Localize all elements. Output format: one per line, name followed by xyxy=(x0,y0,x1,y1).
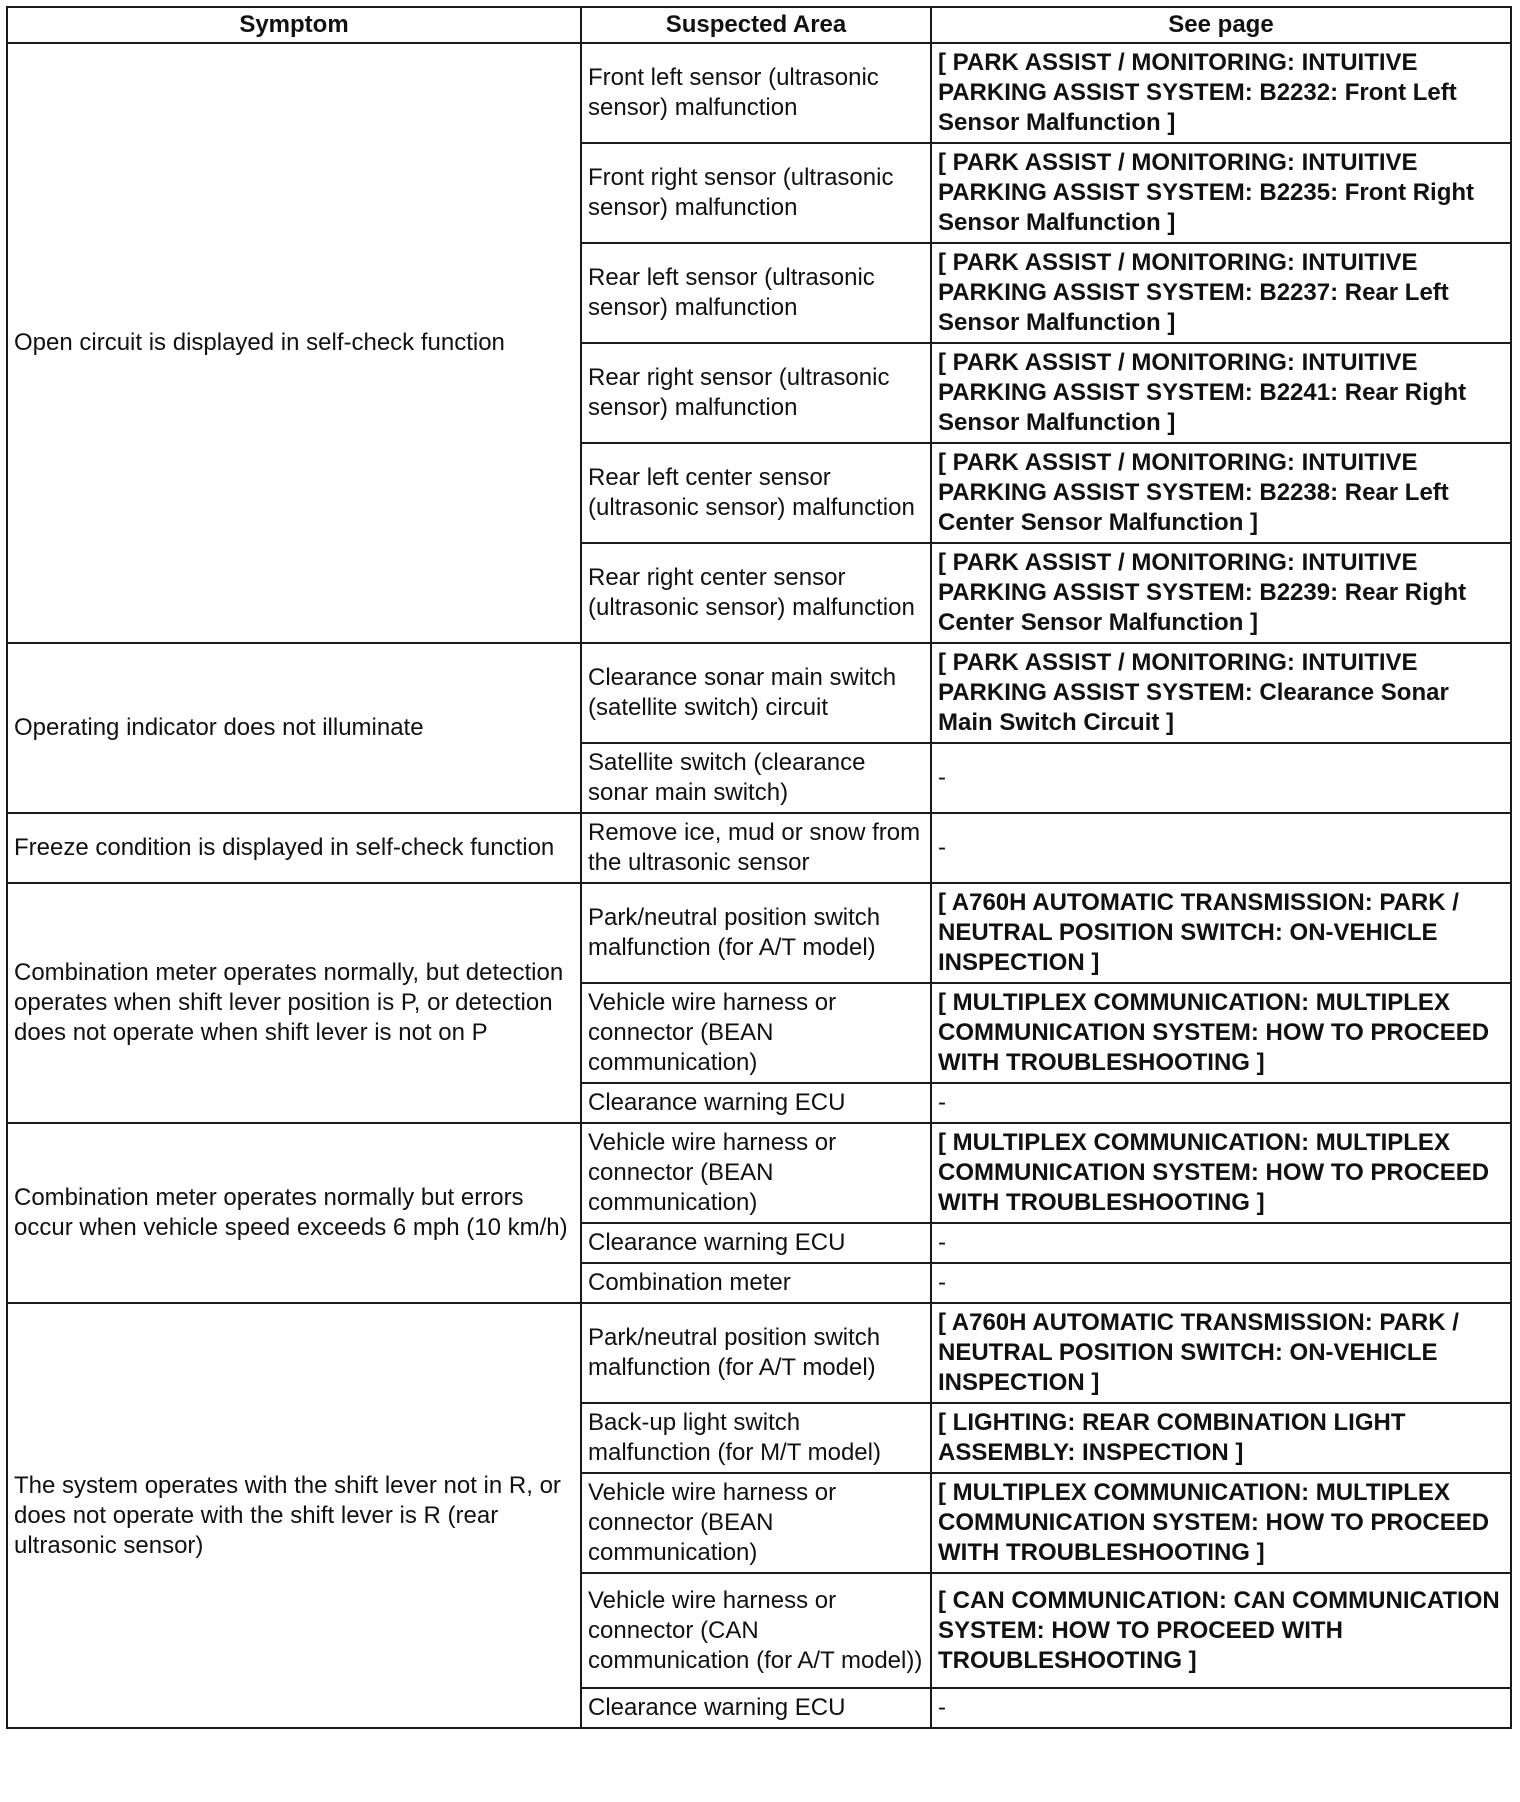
table-body xyxy=(7,43,1511,1728)
see-page-link[interactable]: [ CAN COMMUNICATION: CAN COMMUNICATION SYSTEM: HOW TO PROCEED WITH TROUBLESHOOTING ] xyxy=(931,1573,1511,1688)
see-page-cell: - xyxy=(931,1688,1511,1728)
suspected-area-cell: Combination meter xyxy=(581,1263,931,1303)
see-page-link[interactable]: [ PARK ASSIST / MONITORING: INTUITIVE PARKING ASSIST SYSTEM: B2237: Rear Left Sensor Malfunction ] xyxy=(931,243,1511,343)
table-row xyxy=(7,883,1511,983)
suspected-area-cell: Front left sensor (ultrasonic sensor) malfunction xyxy=(581,43,931,143)
see-page-link[interactable]: [ LIGHTING: REAR COMBINATION LIGHT ASSEMBLY: INSPECTION ] xyxy=(931,1403,1511,1473)
see-page-cell: - xyxy=(931,1263,1511,1303)
table-row xyxy=(7,643,1511,743)
suspected-area-cell: Clearance sonar main switch (satellite switch) circuit xyxy=(581,643,931,743)
see-page-link[interactable]: [ MULTIPLEX COMMUNICATION: MULTIPLEX COMMUNICATION SYSTEM: HOW TO PROCEED WITH TROUBLESHOOTING ] xyxy=(931,1123,1511,1223)
suspected-area-cell: Remove ice, mud or snow from the ultrasonic sensor xyxy=(581,813,931,883)
header-see-page: See page xyxy=(931,7,1511,43)
table-row xyxy=(7,813,1511,883)
suspected-area-cell: Vehicle wire harness or connector (BEAN communication) xyxy=(581,983,931,1083)
table-row xyxy=(7,43,1511,143)
see-page-cell: - xyxy=(931,743,1511,813)
header-suspected-area: Suspected Area xyxy=(581,7,931,43)
suspected-area-cell: Vehicle wire harness or connector (CAN communication (for A/T model)) xyxy=(581,1573,931,1688)
suspected-area-cell: Rear right center sensor (ultrasonic sensor) malfunction xyxy=(581,543,931,643)
table-row xyxy=(7,1303,1511,1403)
suspected-area-cell: Clearance warning ECU xyxy=(581,1083,931,1123)
see-page-link[interactable]: [ PARK ASSIST / MONITORING: INTUITIVE PARKING ASSIST SYSTEM: B2241: Rear Right Sensor Malfunction ] xyxy=(931,343,1511,443)
see-page-link[interactable]: [ PARK ASSIST / MONITORING: INTUITIVE PARKING ASSIST SYSTEM: B2232: Front Left Sensor Malfunction ] xyxy=(931,43,1511,143)
symptom-cell: Freeze condition is displayed in self-check function xyxy=(7,813,581,883)
symptom-cell: Operating indicator does not illuminate xyxy=(7,643,581,813)
see-page-link[interactable]: [ MULTIPLEX COMMUNICATION: MULTIPLEX COMMUNICATION SYSTEM: HOW TO PROCEED WITH TROUBLESHOOTING ] xyxy=(931,1473,1511,1573)
see-page-link[interactable]: [ PARK ASSIST / MONITORING: INTUITIVE PARKING ASSIST SYSTEM: Clearance Sonar Main Switch Circuit ] xyxy=(931,643,1511,743)
see-page-link[interactable]: [ PARK ASSIST / MONITORING: INTUITIVE PARKING ASSIST SYSTEM: B2239: Rear Right Center Sensor Malfunction ] xyxy=(931,543,1511,643)
see-page-cell: - xyxy=(931,813,1511,883)
suspected-area-cell: Satellite switch (clearance sonar main switch) xyxy=(581,743,931,813)
see-page-link[interactable]: [ PARK ASSIST / MONITORING: INTUITIVE PARKING ASSIST SYSTEM: B2238: Rear Left Center Sensor Malfunction ] xyxy=(931,443,1511,543)
suspected-area-cell: Rear left sensor (ultrasonic sensor) malfunction xyxy=(581,243,931,343)
see-page-link[interactable]: [ MULTIPLEX COMMUNICATION: MULTIPLEX COMMUNICATION SYSTEM: HOW TO PROCEED WITH TROUBLESHOOTING ] xyxy=(931,983,1511,1083)
suspected-area-cell: Back-up light switch malfunction (for M/T model) xyxy=(581,1403,931,1473)
suspected-area-cell: Park/neutral position switch malfunction (for A/T model) xyxy=(581,1303,931,1403)
troubleshooting-table xyxy=(6,6,1512,1729)
see-page-cell: - xyxy=(931,1083,1511,1123)
see-page-link[interactable]: [ PARK ASSIST / MONITORING: INTUITIVE PARKING ASSIST SYSTEM: B2235: Front Right Sensor Malfunction ] xyxy=(931,143,1511,243)
suspected-area-cell: Rear left center sensor (ultrasonic sensor) malfunction xyxy=(581,443,931,543)
symptom-cell: Open circuit is displayed in self-check function xyxy=(7,43,581,643)
see-page-cell: - xyxy=(931,1223,1511,1263)
suspected-area-cell: Park/neutral position switch malfunction (for A/T model) xyxy=(581,883,931,983)
header-symptom: Symptom xyxy=(7,7,581,43)
symptom-cell: Combination meter operates normally, but detection operates when shift lever position is P, or detection does not operate when shift lever is not on P xyxy=(7,883,581,1123)
suspected-area-cell: Clearance warning ECU xyxy=(581,1223,931,1263)
header-row xyxy=(7,7,1511,43)
suspected-area-cell: Clearance warning ECU xyxy=(581,1688,931,1728)
symptom-cell: Combination meter operates normally but errors occur when vehicle speed exceeds 6 mph (10 km/h) xyxy=(7,1123,581,1303)
see-page-link[interactable]: [ A760H AUTOMATIC TRANSMISSION: PARK / NEUTRAL POSITION SWITCH: ON-VEHICLE INSPECTION ] xyxy=(931,883,1511,983)
symptom-cell: The system operates with the shift lever not in R, or does not operate with the shift lever is R (rear ultrasonic sensor) xyxy=(7,1303,581,1728)
suspected-area-cell: Vehicle wire harness or connector (BEAN communication) xyxy=(581,1123,931,1223)
suspected-area-cell: Vehicle wire harness or connector (BEAN communication) xyxy=(581,1473,931,1573)
suspected-area-cell: Rear right sensor (ultrasonic sensor) malfunction xyxy=(581,343,931,443)
see-page-link[interactable]: [ A760H AUTOMATIC TRANSMISSION: PARK / NEUTRAL POSITION SWITCH: ON-VEHICLE INSPECTION ] xyxy=(931,1303,1511,1403)
suspected-area-cell: Front right sensor (ultrasonic sensor) malfunction xyxy=(581,143,931,243)
table-row xyxy=(7,1123,1511,1223)
